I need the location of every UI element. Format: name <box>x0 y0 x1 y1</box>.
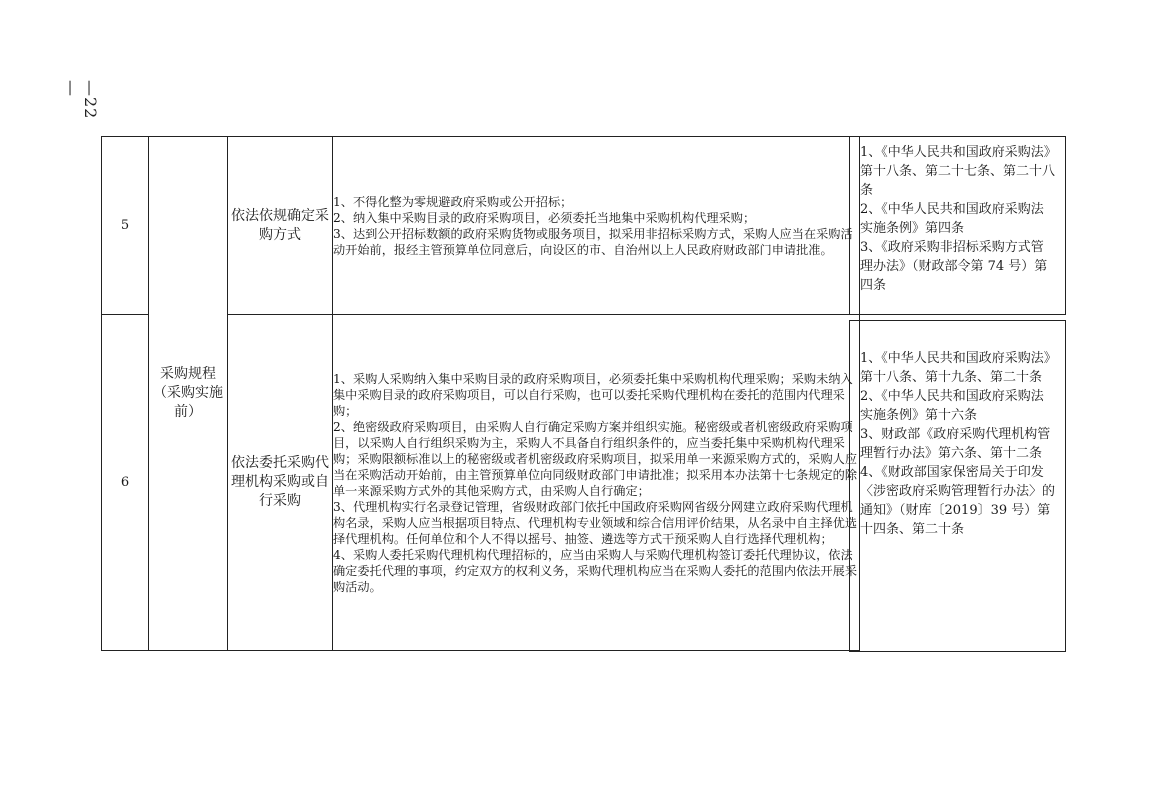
content-line: 3、代理机构实行名录登记管理，省级财政部门依托中国政府采购网省级分网建立政府采购代理机构名录，采购人应当根据项目特点、代理机构专业领域和综合信用评价结果，从名录中自主择优选择代理机构。任何单位和个人不得以摇号、抽签、遴选等方式干预采购人自行选择代理机构； <box>333 499 858 546</box>
row-number: 5 <box>102 137 149 315</box>
content-line: 3、达到公开招标数额的政府采购货物或服务项目，拟采用非招标采购方式，采购人应当在采购活动开始前，报经主管预算单位同意后，向设区的市、自治州以上人民政府财政部门申请批准。 <box>333 226 853 257</box>
content-line: 2、绝密级政府采购项目，由采购人自行确定采购方案并组织实施。秘密级或者机密级政府采购项目，以采购人自行组织采购为主，采购人不具备自行组织条件的，应当委托集中采购机构代理采购；采购限额标准以上的秘密级或者机密级政府采购项目，拟采用单一来源采购方式的，采购人应当在采购活动开始前，由主管预算单位向同级财政部门申请批准；拟采用本办法第十七条规定的除单一来源采购方式外的其他采购方式，由采购人自行确定； <box>333 419 858 498</box>
content-line: 2、纳入集中采购目录的政府采购项目，必须委托当地集中采购机构代理采购； <box>333 210 756 225</box>
legal-basis-box <box>849 320 1066 652</box>
item-name: 依法依规确定采购方式 <box>228 137 333 315</box>
content-cell <box>333 315 860 651</box>
content-line: 1、不得化整为零规避政府采购或公开招标； <box>333 194 573 209</box>
basis-line: 3、财政部《政府采购代理机构管理暂行办法》第六条、第十二条 <box>860 427 1051 461</box>
legal-basis-box <box>849 136 1066 315</box>
basis-line: 3、《政府采购非招标采购方式管理办法》（财政部令第 74 号）第四条 <box>860 240 1048 293</box>
content-line: 1、采购人采购纳入集中采购目录的政府采购项目，必须委托集中采购机构代理采购；采购未纳入集中采购目录的政府采购项目，可以自行采购，也可以委托采购代理机构在委托的范围内代理采购； <box>333 371 853 418</box>
row-number: 6 <box>102 315 149 651</box>
table-row <box>102 137 860 315</box>
item-name: 依法委托采购代理机构采购或自行采购 <box>228 315 333 651</box>
content-line: 4、采购人委托采购代理机构代理招标的，应当由采购人与采购代理机构签订委托代理协议，依法确定委托代理的事项，约定双方的权利义务，采购代理机构应当在采购人委托的范围内依法开展采购活动。 <box>333 547 858 594</box>
basis-line: 4、《财政部国家保密局关于印发〈涉密政府采购管理暂行办法〉的通知》（财库〔2019〕39 号）第十四条、第二十条 <box>860 465 1056 537</box>
basis-line: 2、《中华人民共和国政府采购法实施条例》第四条 <box>860 202 1044 236</box>
basis-line: 1、《中华人民共和国政府采购法》第十八条、第十九条、第二十条 <box>860 351 1051 385</box>
category-cell: 采购规程（采购实施前） <box>149 137 228 651</box>
content-cell <box>333 137 860 315</box>
page-number: —22— <box>62 80 100 120</box>
basis-line: 1、《中华人民共和国政府采购法》第十八条、第二十七条、第二十八条 <box>860 145 1056 198</box>
procurement-rules-table <box>101 136 860 651</box>
basis-line: 2、《中华人民共和国政府采购法实施条例》第十六条 <box>860 389 1044 423</box>
